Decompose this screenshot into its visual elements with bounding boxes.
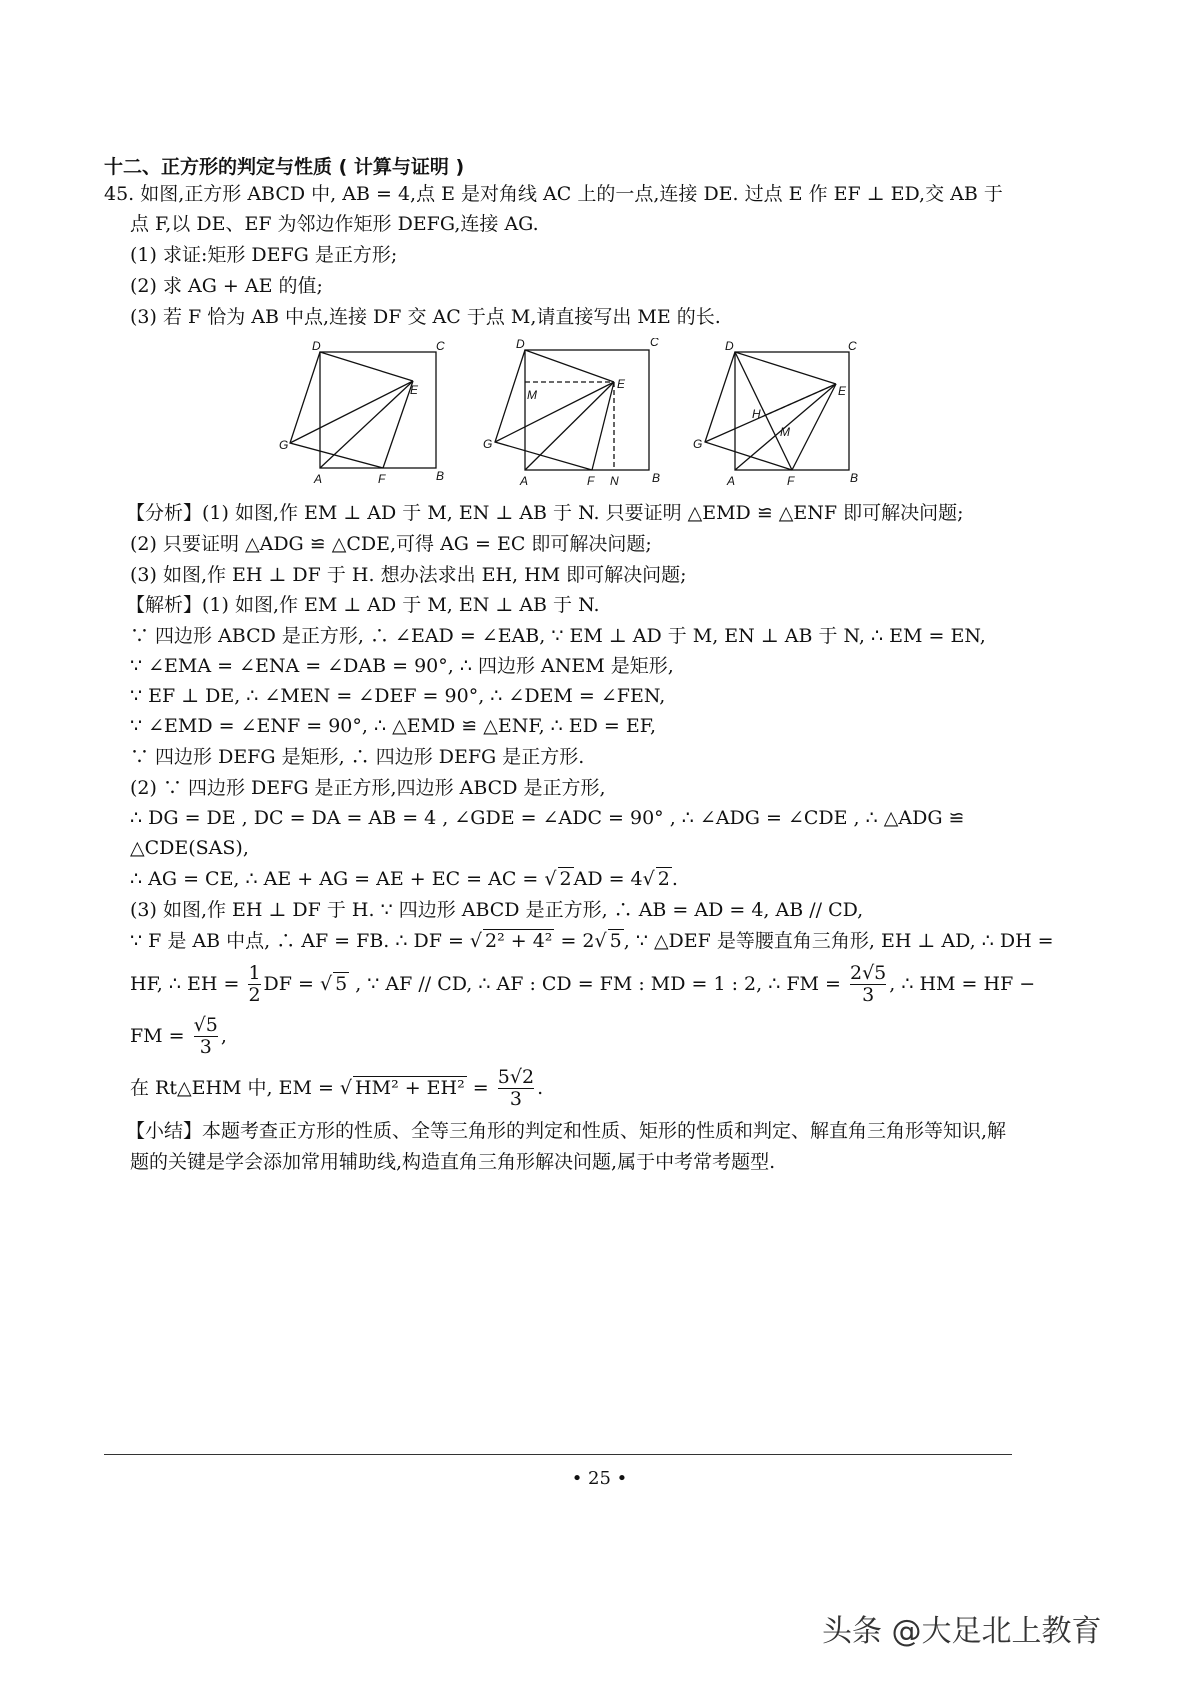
fig3-label-C: C (848, 339, 857, 353)
analysis-2: (2) 只要证明 △ADG ≌ △CDE,可得 AG = EC 即可解决问题; (130, 533, 652, 555)
solution-4: ∵ ∠EMD = ∠ENF = 90°, ∴ △EMD ≌ △ENF, ∴ ED = EF, (130, 715, 657, 737)
s12-fraction-half (248, 964, 260, 1006)
fig1-label-C: C (436, 339, 445, 353)
frac-num: 5√2 (497, 1066, 535, 1088)
fig3-label-D: D (725, 339, 734, 353)
analysis-1: 【分析】(1) 如图,作 EM ⊥ AD 于 M, EN ⊥ AB 于 N. 只要证明 △EMD ≌ △ENF 即可解决问题; (126, 502, 964, 524)
frac-num: √5 (193, 1014, 218, 1036)
s12-text-e: , ∴ HM = HF − (889, 972, 1036, 995)
solution-11 (130, 931, 1054, 952)
figure-3 (690, 338, 880, 490)
s12-sqrt: 5 (335, 972, 348, 995)
s14-sqrt: HM² + EH² (355, 1076, 465, 1099)
question-3: (3) 若 F 恰为 AB 中点,连接 DF 交 AC 于点 M,请直接写出 ME 的长. (130, 306, 721, 328)
solution-8: △CDE(SAS), (130, 837, 249, 859)
figure-2 (480, 338, 670, 490)
summary-1: 【小结】本题考查正方形的性质、全等三角形的判定和性质、矩形的性质和判定、解直角三角形等知识,解 (126, 1120, 1007, 1142)
solution-7: ∴ DG = DE , DC = DA = AB = 4 , ∠GDE = ∠ADC = 90° , ∴ ∠ADG = ∠CDE , ∴ △ADG ≌ (130, 807, 965, 829)
s9-sqrt-1: 2 (559, 868, 572, 890)
s9-text-a: ∴ AG = CE, ∴ AE + AG = AE + EC = AC = √ (130, 868, 557, 890)
solution-0: 【解析】(1) 如图,作 EM ⊥ AD 于 M, EN ⊥ AB 于 N. (126, 594, 600, 616)
fig2-label-C: C (650, 338, 659, 349)
fig2-label-F: F (587, 474, 595, 488)
fig3-label-A: A (727, 474, 736, 488)
s11-text-c: = 2√ (554, 930, 607, 952)
s11-sqrt-1: 2² + 4² (485, 930, 553, 952)
fig2-label-G: G (483, 437, 493, 451)
s13-text-a: FM = (130, 1024, 185, 1047)
fig1-label-A: A (314, 472, 323, 486)
s12-fraction-fm (850, 964, 886, 1006)
s11-sqrt-2: 5 (609, 930, 622, 952)
frac-den: 2 (248, 983, 261, 1006)
solution-10: (3) 如图,作 EH ⊥ DF 于 H. ∵ 四边形 ABCD 是正方形, ∴ AB = AD = 4, AB // CD, (130, 899, 864, 921)
s11-text-e: , ∵ △DEF 是等腰直角三角形, EH ⊥ AD, ∴ DH = (623, 930, 1054, 952)
s13-fraction (194, 1016, 218, 1058)
question-2: (2) 求 AG + AE 的值; (130, 275, 323, 297)
solution-5: ∵ 四边形 DEFG 是矩形, ∴ 四边形 DEFG 是正方形. (130, 746, 585, 768)
question-1: (1) 求证:矩形 DEFG 是正方形; (130, 244, 398, 266)
s9-text-c: AD = 4√ (573, 868, 655, 890)
fig3-label-B: B (850, 471, 859, 485)
s14-text-a: 在 Rt△EHM 中, EM = √ (130, 1076, 353, 1099)
solution-12 (130, 964, 1035, 1006)
s12-text-b: DF = √ (263, 972, 333, 995)
fig3-label-H: H (752, 407, 761, 421)
fig1-label-D: D (312, 339, 321, 353)
solution-1: ∵ 四边形 ABCD 是正方形, ∴ ∠EAD = ∠EAB, ∵ EM ⊥ AD 于 M, EN ⊥ AB 于 N, ∴ EM = EN, (130, 625, 986, 647)
fig1-label-E: E (410, 383, 419, 397)
summary-2: 题的关键是学会添加常用辅助线,构造直角三角形解决问题,属于中考常考题型. (130, 1151, 776, 1173)
s14-text-d: . (537, 1076, 544, 1099)
fig2-label-D: D (516, 338, 525, 351)
fig2-label-B: B (652, 471, 661, 485)
fig3-label-M: M (780, 425, 790, 439)
frac-num: 1 (248, 962, 261, 984)
fig2-label-N: N (610, 474, 619, 488)
problem-stem-line-2: 点 F,以 DE、EF 为邻边作矩形 DEFG,连接 AG. (130, 213, 539, 235)
fig2-label-A: A (520, 474, 529, 488)
s12-text-a: HF, ∴ EH = (130, 972, 240, 995)
fig3-label-E: E (838, 384, 847, 398)
fig1-label-B: B (436, 469, 445, 483)
s13-text-b: , (220, 1024, 227, 1047)
solution-14 (130, 1068, 543, 1110)
analysis-3: (3) 如图,作 EH ⊥ DF 于 H. 想办法求出 EH, HM 即可解决问题; (130, 564, 687, 586)
fig3-label-G: G (693, 437, 703, 451)
frac-den: 3 (850, 984, 886, 1006)
frac-num: 2√5 (849, 962, 887, 984)
footer-divider (104, 1454, 1012, 1455)
solution-3: ∵ EF ⊥ DE, ∴ ∠MEN = ∠DEF = 90°, ∴ ∠DEM = ∠FEN, (130, 685, 666, 707)
s9-sqrt-2: 2 (657, 868, 670, 890)
s14-text-c: = (466, 1076, 489, 1099)
solution-13 (130, 1016, 227, 1058)
fig2-label-M: M (527, 388, 537, 402)
watermark: 头条 @大足北上教育 (822, 1614, 1102, 1649)
frac-den: 3 (194, 1036, 218, 1058)
fig1-label-F: F (378, 472, 386, 486)
solution-6: (2) ∵ 四边形 DEFG 是正方形,四边形 ABCD 是正方形, (130, 777, 606, 799)
solution-9 (130, 869, 678, 890)
problem-stem-line-1: 45. 如图,正方形 ABCD 中, AB = 4,点 E 是对角线 AC 上的一点,连接 DE. 过点 E 作 EF ⊥ ED,交 AB 于 (104, 183, 1003, 205)
s9-text-e: . (671, 868, 678, 890)
geometry-figures (270, 338, 890, 490)
s11-text-a: ∵ F 是 AB 中点, ∴ AF = FB. ∴ DF = √ (130, 930, 483, 952)
s14-fraction (498, 1068, 534, 1110)
fig3-label-F: F (787, 474, 795, 488)
section-title: 十二、正方形的判定与性质 ( 计算与证明 ) (104, 156, 465, 178)
page-number: • 25 • (571, 1468, 628, 1489)
solution-2: ∵ ∠EMA = ∠ENA = ∠DAB = 90°, ∴ 四边形 ANEM 是矩形, (130, 655, 674, 677)
frac-den: 3 (498, 1088, 534, 1110)
s12-text-d: , ∵ AF // CD, ∴ AF : CD = FM : MD = 1 : 2, ∴ FM = (349, 972, 841, 995)
fig1-label-G: G (279, 438, 289, 452)
figure-1 (270, 338, 450, 490)
fig2-label-E: E (617, 377, 626, 391)
